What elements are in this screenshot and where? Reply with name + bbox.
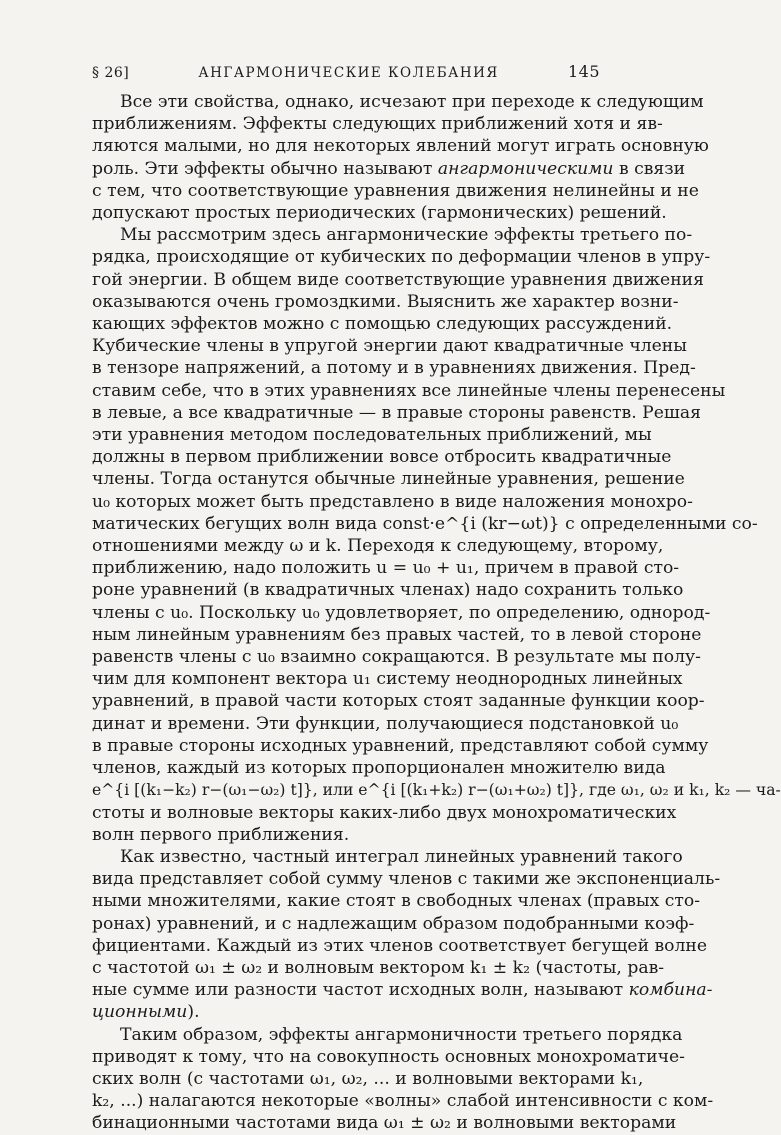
text-line: члены. Тогда останутся обычные линейные уравнения, решение [92,469,685,490]
text-line: оказываются очень громоздкими. Выяснить же характер возни- [92,291,679,312]
text-line: ным линейным уравнениям без правых частей, то в левой стороне [92,624,702,645]
text-line: членов, каждый из которых пропорционален множителю вида [92,758,666,779]
italic-term: ционными [92,1002,188,1023]
text-line: роне уравнений (в квадратичных членах) надо сохранить только [92,580,684,601]
text-fragment: ные сумме или разности частот исходных волн, называют [92,980,624,1001]
text-line: эти уравнения методом последовательных приближений, мы [92,425,652,446]
page-number: 145 [567,62,600,81]
paragraph-4 [92,1024,714,1135]
paragraph-3 [92,846,721,1024]
text-line [92,979,713,1001]
text-line: гой энергии. В общем виде соответствующие уравнения движения [92,269,704,290]
text-line: с частотой ω₁ ± ω₂ и волновым вектором k₁ ± k₂ (частоты, рав- [92,957,665,978]
text-line: равенств члены с u₀ взаимно сокращаются. В результате мы полу- [92,647,701,668]
italic-term: ангармоническими [437,158,614,179]
paragraph-2 [92,224,781,846]
text-line: с тем, что соответствующие уравнения движения нелинейны и не [92,180,699,201]
text-line: приближению, надо положить u = u₀ + u₁, причем в правой сто- [92,558,680,579]
text-line: в левые, а все квадратичные — в правые стороны равенств. Решая [92,402,701,423]
text-line: члены с u₀. Поскольку u₀ удовлетворяет, по определению, однород- [92,602,711,623]
text-line: чим для компонент вектора u₁ систему неоднородных линейных [92,669,683,690]
text-line: допускают простых периодических (гармонических) решений. [92,203,667,224]
text-line: волн первого приближения. [92,824,350,845]
paragraph-1 [92,91,709,224]
text-line: Мы рассмотрим здесь ангармонические эффекты третьего по- [120,225,693,246]
text-line: Как известно, частный интеграл линейных уравнений такого [120,846,683,867]
text-line: бинационными частотами вида ω₁ ± ω₂ и волновыми векторами [92,1113,677,1134]
text-line: кающих эффектов можно с помощью следующих рассуждений. [92,314,673,335]
text-line: в правые стороны исходных уравнений, представляют собой сумму [92,735,709,756]
text-line: ными множителями, какие стоят в свободных членах (правых сто- [92,891,701,912]
text-line [92,158,686,180]
text-line: ляются малыми, но для некоторых явлений могут играть основную [92,136,709,157]
text-line: стоты и волновые векторы каких-либо двух монохроматических [92,802,677,823]
running-header [92,62,600,91]
text-line: u₀ которых может быть представлено в виде наложения монохро- [92,491,693,512]
text-fragment: в связи [618,158,686,179]
text-line: приводят к тому, что на совокупность основных монохроматиче- [92,1046,685,1067]
text-line: e^{i [(k₁−k₂) r−(ω₁−ω₂) t]}, или e^{i [(k₁+k₂) r−(ω₁+ω₂) t]}, где ω₁, ω₂ и k₁, k₂ — ча- [92,781,781,800]
text-line: ронах) уравнений, и с надлежащим образом подобранными коэф- [92,913,695,934]
body-text [92,91,781,1135]
text-line [92,1001,600,1023]
text-line: ских волн (с частотами ω₁, ω₂, ... и волновыми векторами k₁, [92,1068,644,1089]
text-line: фициентами. Каждый из этих членов соответствует бегущей волне [92,935,708,956]
text-line: ставим себе, что в этих уравнениях все линейные члены перенесены [92,380,726,401]
text-line: динат и времени. Эти функции, получающиеся подстановкой u₀ [92,713,679,734]
text-line: матических бегущих волн вида const·e^{i (kr−ωt)} с определенными со- [92,513,758,534]
section-marker: § 26] [92,65,130,81]
text-fragment: роль. Эти эффекты обычно называют [92,158,433,179]
text-line: отношениями между ω и k. Переходя к следующему, второму, [92,536,664,557]
text-line: k₂, ...) налагаются некоторые «волны» слабой интенсивности с ком- [92,1091,714,1112]
text-line: Кубические члены в упругой энергии дают квадратичные члены [92,336,687,357]
italic-term: комбина- [628,980,713,1001]
text-fragment: ). [187,1002,200,1023]
text-line: должны в первом приближении вовсе отбросить квадратичные [92,447,672,468]
page [92,62,781,1135]
text-line: Все эти свойства, однако, исчезают при переходе к следующим [120,92,704,112]
text-line: приближениям. Эффекты следующих приближений хотя и яв- [92,114,663,135]
text-line: в тензоре напряжений, а потому и в уравнениях движения. Пред- [92,358,696,379]
text-line: уравнений, в правой части которых стоят заданные функции коор- [92,691,705,712]
text-line: вида представляет собой сумму членов с такими же экспоненциаль- [92,869,721,890]
text-line: рядка, происходящие от кубических по деформации членов в упру- [92,247,711,268]
running-title: АНГАРМОНИЧЕСКИЕ КОЛЕБАНИЯ [198,65,499,81]
text-line: Таким образом, эффекты ангармоничности третьего порядка [120,1024,683,1045]
